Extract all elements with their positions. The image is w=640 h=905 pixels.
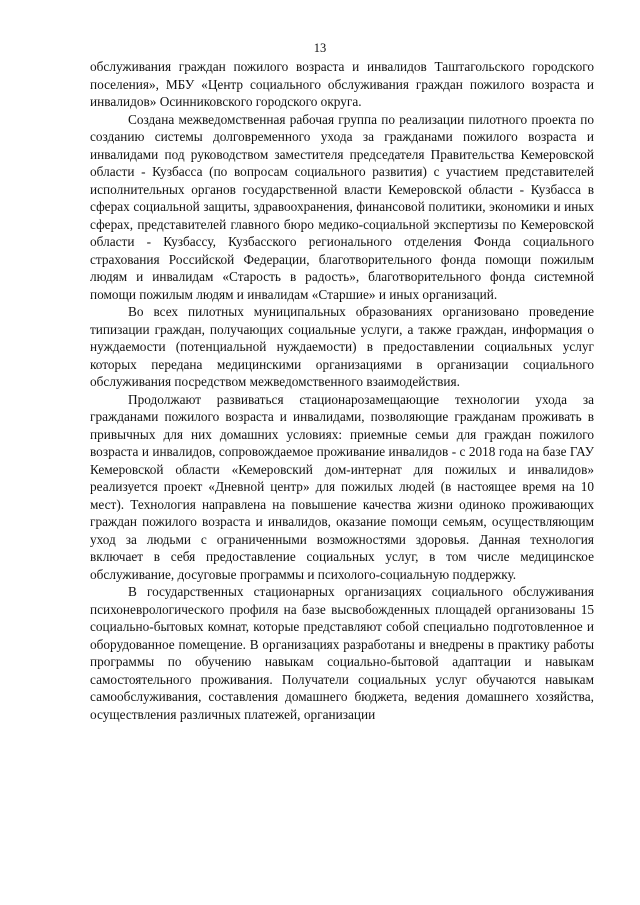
page-number: 13: [313, 41, 327, 55]
paragraph: В государственных стационарных организациях социального обслуживания психоневрологического профиля на базе высвобожденных площадей организованы 15 социально-бытовых комнат, которые представляют собой специально подготовленное и оборудованное помещение. В организациях разработаны и внедрены в практику работы программы по обучению навыкам социально-бытовой адаптации и навыкам самостоятельного проживания. Получатели социальных услуг обучаются навыкам самообслуживания, составления домашнего бюджета, ведения домашнего хозяйства, осуществления различных платежей, организации: [90, 584, 594, 722]
paragraph: Во всех пилотных муниципальных образованиях организовано проведение типизации граждан, получающих социальные услуги, а также граждан, информация о нуждаемости (потенциальной нуждаемости) в предоставлении социальных услуг которых передана медицинскими организациями в организации социального обслуживания посредством межведомственного взаимодействия.: [90, 304, 594, 389]
paragraph: Создана межведомственная рабочая группа по реализации пилотного проекта по созданию системы долговременного ухода за гражданами пожилого возраста и инвалидами под руководством заместителя председателя Правительства Кемеровской области - Кузбасса (по вопросам социального развития) с участием представителей исполнительных органов государственной власти Кемеровской области - Кузбасса в сферах социальной защиты, здравоохранения, финансовой политики, экономики и иных сферах, представителей главного бюро медико-социальной экспертизы по Кемеровской области - Кузбассу, Кузбасского регионального отделения Фонда социального страхования Российской Федерации, благотворительного фонда помощи пожилым людям и инвалидам «Старость в радость», благотворительного фонда системной помощи пожилым людям и инвалидам «Старшие» и иных организаций.: [90, 111, 594, 302]
paragraph: Продолжают развиваться стационарозамещающие технологии ухода за гражданами пожилого возраста и инвалидами, позволяющие гражданам проживать в привычных для них домашних условиях: приемные семьи для граждан пожилого возраста и инвалидов, сопровождаемое проживание инвалидов - с 2018 года на базе ГАУ Кемеровской области «Кемеровский дом-интернат для пожилых и инвалидов» реализуется проект «Дневной центр» для пожилых людей (в настоящее время на 10 мест). Технология направлена на повышение качества жизни одиноко проживающих граждан пожилого возраста и инвалидов, оказание помощи семьям, осуществляющим уход за людьми с ограниченными возможностями здоровья. Данная технология включает в себя предоставление социальных услуг, в том числе медицинское обслуживание, досуговые программы и психолого-социальную поддержку.: [90, 391, 594, 582]
document-body: [90, 58, 594, 723]
paragraph: обслуживания граждан пожилого возраста и инвалидов Таштагольского городского поселения», МБУ «Центр социального обслуживания граждан пожилого возраста и инвалидов» Осинниковского городского округа.: [90, 59, 594, 109]
